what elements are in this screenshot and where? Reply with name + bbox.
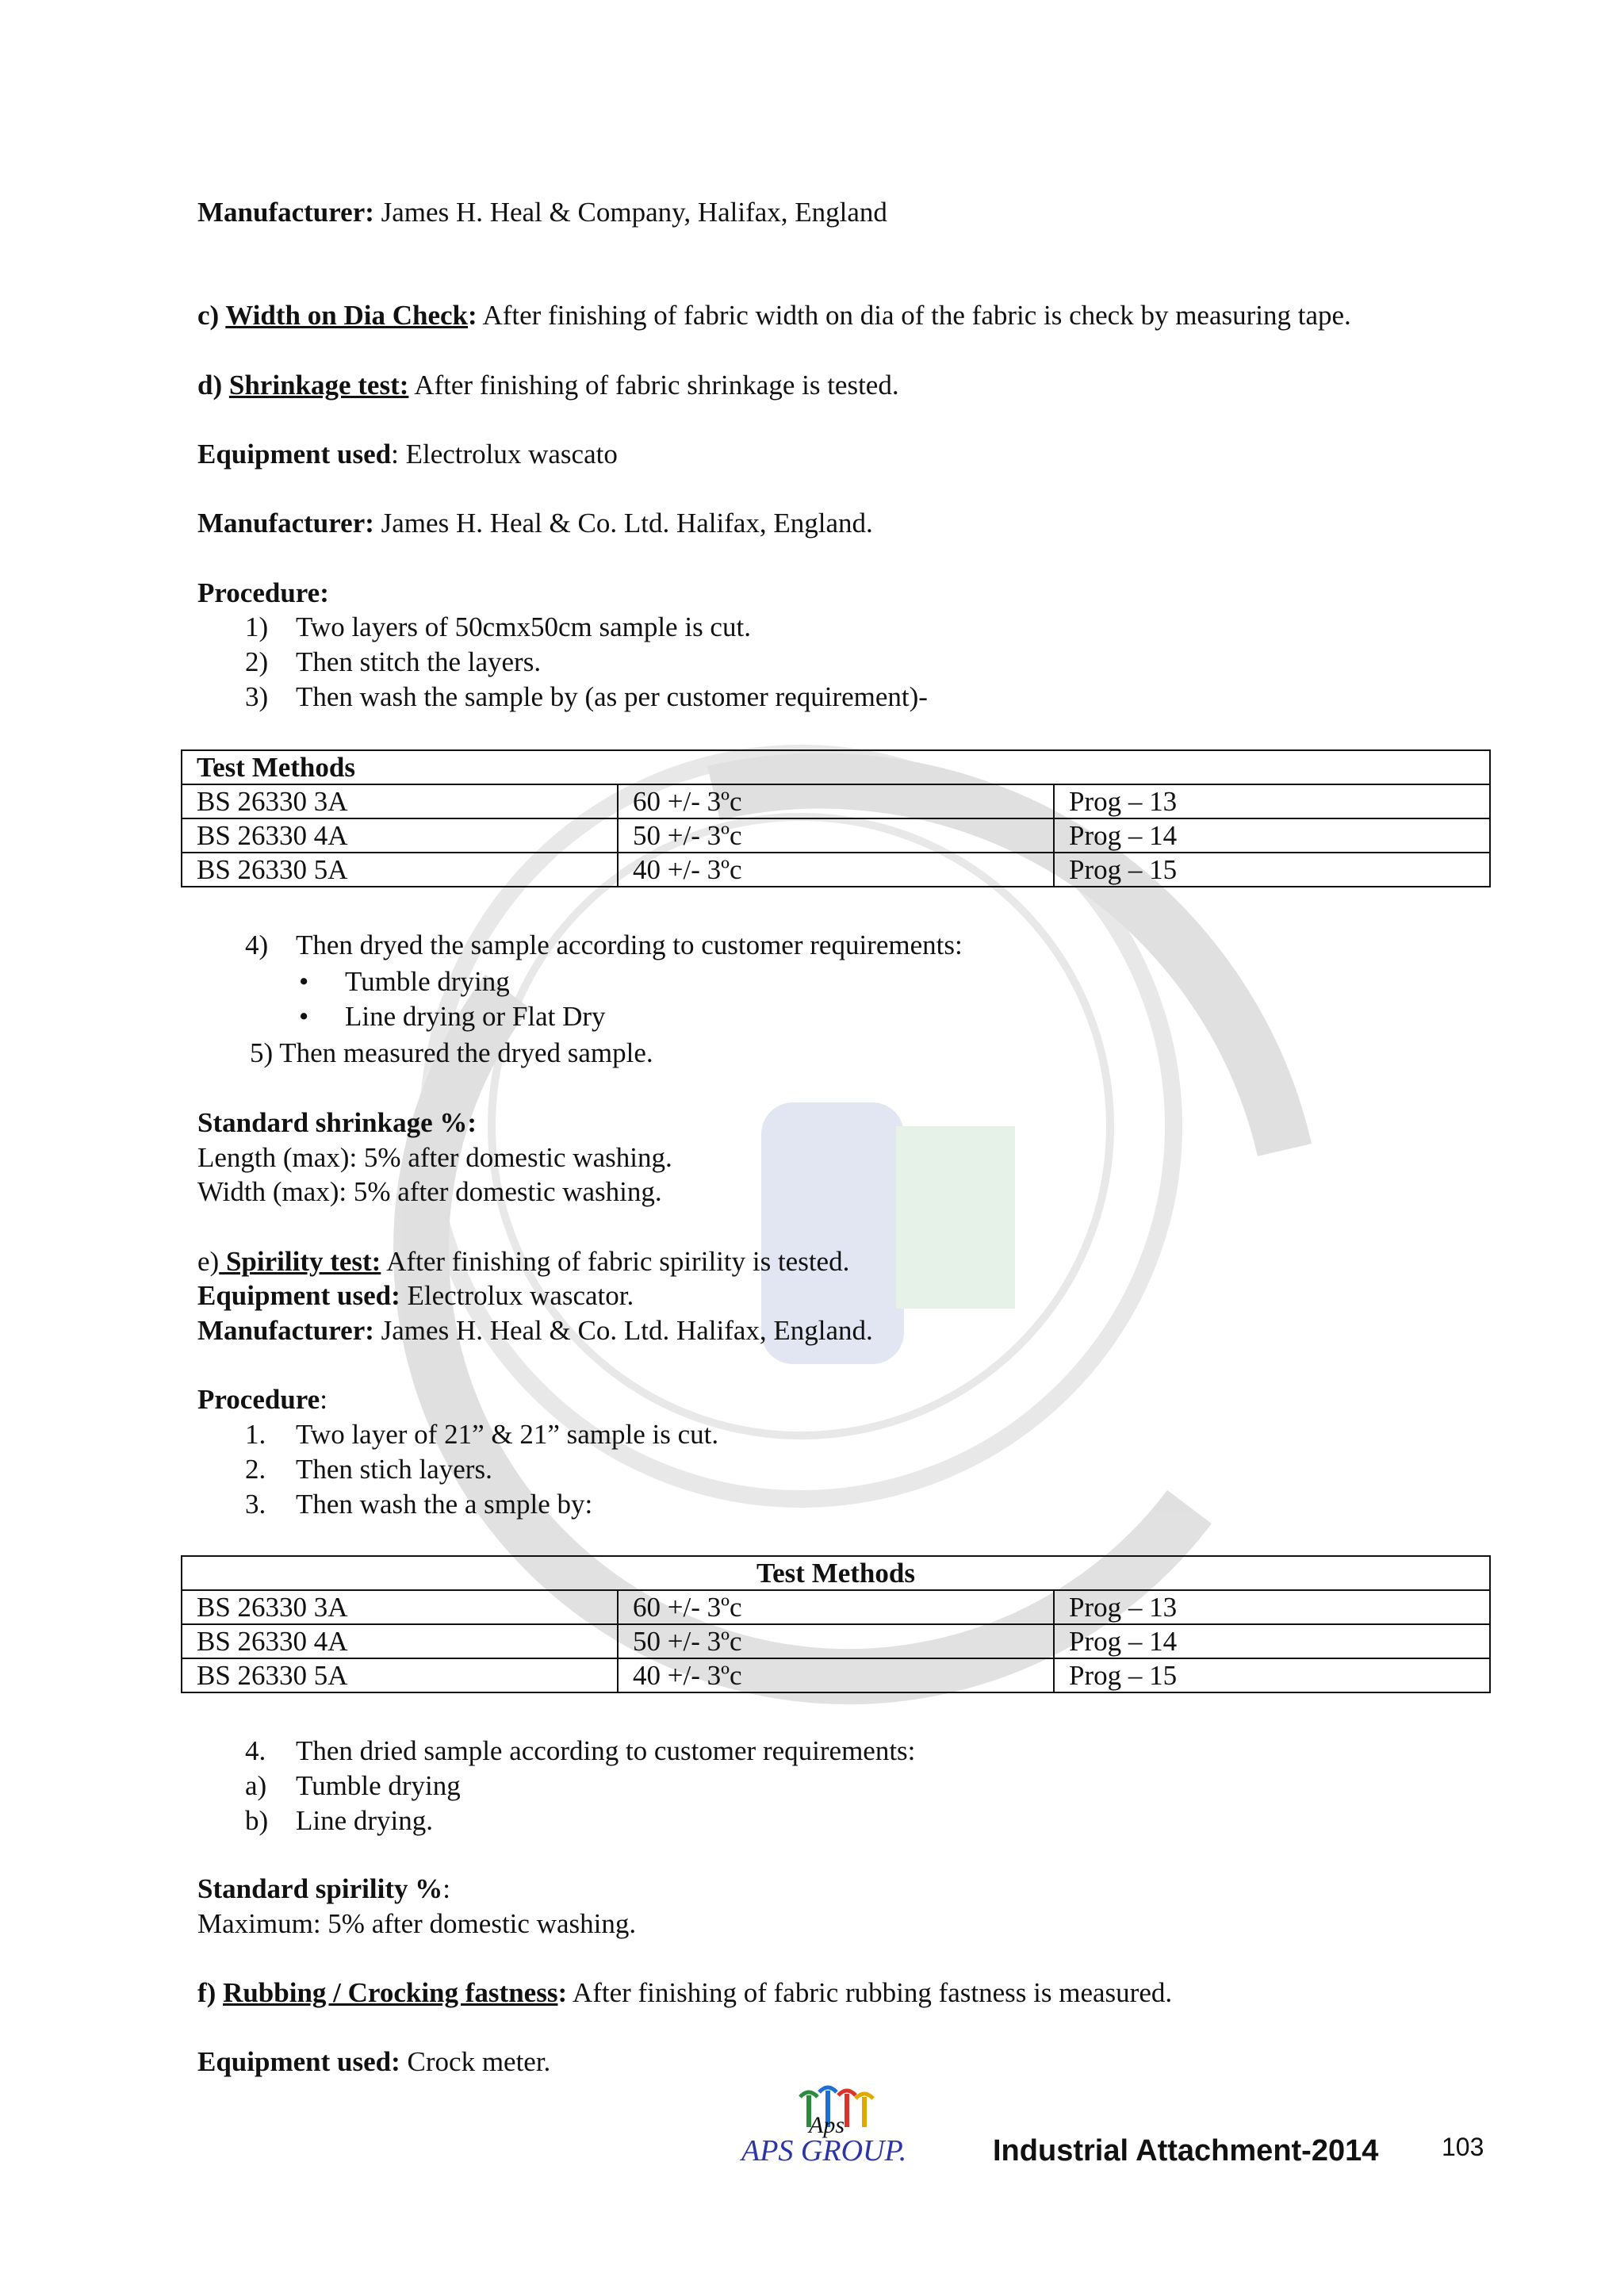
shrinkage-test-methods-table bbox=[181, 749, 1491, 887]
list-item: 4. Then dried sample according to customer requirements: bbox=[245, 1735, 916, 1766]
table-header: Test Methods bbox=[182, 1556, 1490, 1590]
list-item: 3) Then wash the sample by (as per customer requirement)- bbox=[245, 681, 928, 712]
list-item: a) Tumble drying bbox=[245, 1770, 461, 1801]
spirility-procedure-label: Procedure: bbox=[197, 1384, 327, 1415]
list-item: 1) Two layers of 50cmx50cm sample is cut. bbox=[245, 611, 751, 642]
list-item: 2. Then stich layers. bbox=[245, 1454, 492, 1485]
table-row bbox=[182, 750, 1490, 784]
list-item: b) Line drying. bbox=[245, 1805, 434, 1836]
table-row: BS 26330 5A 40 +/- 3ºc Prog – 15 bbox=[182, 1658, 1490, 1692]
spirility-standard-label: Standard spirility %: bbox=[197, 1873, 450, 1904]
spirility-equipment: Equipment used: Electrolux wascator. bbox=[197, 1280, 634, 1311]
list-item: 1. Two layer of 21” & 21” sample is cut. bbox=[245, 1419, 719, 1450]
page-number: 103 bbox=[1442, 2133, 1484, 2161]
aps-group-logo: Aps APS GROUP. bbox=[741, 2084, 932, 2171]
shrinkage-equipment: Equipment used: Electrolux wascato bbox=[197, 439, 618, 470]
list-item: 4) Then dryed the sample according to customer requirements: bbox=[245, 930, 963, 960]
table-row: BS 26330 4A 50 +/- 3ºc Prog – 14 bbox=[182, 1624, 1490, 1658]
table-row: BS 26330 3A 60 +/- 3ºc Prog – 13 bbox=[182, 784, 1490, 818]
spirility-steps bbox=[197, 1417, 718, 1522]
spirility-after-steps bbox=[197, 1734, 915, 1838]
list-item: • Line drying or Flat Dry bbox=[299, 1001, 606, 1032]
list-item: 3. Then wash the a smple by: bbox=[245, 1489, 593, 1520]
rubbing-equipment: Equipment used: Crock meter. bbox=[197, 2046, 551, 2077]
footer-title: Industrial Attachment-2014 bbox=[993, 2134, 1379, 2168]
table-row bbox=[182, 1556, 1490, 1590]
table-header: Test Methods bbox=[182, 750, 1490, 784]
shrinkage-standard-label: Standard shrinkage %: bbox=[197, 1107, 477, 1138]
table-row: BS 26330 4A 50 +/- 3ºc Prog – 14 bbox=[182, 818, 1490, 853]
shrinkage-standard-width: Width (max): 5% after domestic washing. bbox=[197, 1176, 662, 1207]
shrinkage-step-4 bbox=[197, 928, 963, 963]
shrinkage-standard-length: Length (max): 5% after domestic washing. bbox=[197, 1142, 672, 1173]
shrinkage-steps bbox=[197, 610, 928, 715]
width-check-line: c) Width on Dia Check: After finishing of fabric width on dia of the fabric is check by measuring tape. bbox=[197, 300, 1351, 331]
manufacturer-line: Manufacturer: James H. Heal & Company, Halifax, England bbox=[197, 197, 887, 228]
shrinkage-heading: d) Shrinkage test: After finishing of fabric shrinkage is tested. bbox=[197, 370, 899, 401]
rubbing-heading: f) Rubbing / Crocking fastness: After finishing of fabric rubbing fastness is measured. bbox=[197, 1977, 1173, 2008]
spirility-manufacturer: Manufacturer: James H. Heal & Co. Ltd. Halifax, England. bbox=[197, 1315, 873, 1346]
shrinkage-manufacturer: Manufacturer: James H. Heal & Co. Ltd. Halifax, England. bbox=[197, 508, 873, 539]
spirility-heading: e) Spirility test: After finishing of fabric spirility is tested. bbox=[197, 1246, 850, 1277]
list-item: 2) Then stitch the layers. bbox=[245, 646, 542, 677]
spirility-standard-line: Maximum: 5% after domestic washing. bbox=[197, 1908, 637, 1939]
shrinkage-procedure-label: Procedure: bbox=[197, 577, 329, 608]
table-row: BS 26330 3A 60 +/- 3ºc Prog – 13 bbox=[182, 1590, 1490, 1624]
spirility-test-methods-table bbox=[181, 1555, 1491, 1693]
list-item: • Tumble drying bbox=[299, 966, 510, 997]
table-row: BS 26330 5A 40 +/- 3ºc Prog – 15 bbox=[182, 853, 1490, 887]
shrinkage-drying-bullets bbox=[197, 964, 606, 1034]
shrinkage-step-5: 5) Then measured the dryed sample. bbox=[250, 1037, 653, 1068]
